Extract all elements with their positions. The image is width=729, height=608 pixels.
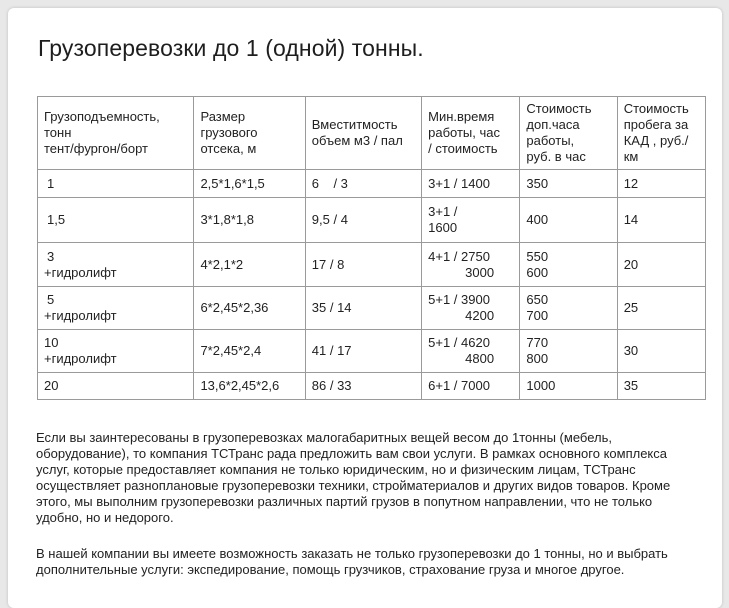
cell-km-cost: 25 [617,287,705,330]
table-row [38,243,706,287]
table-row [38,373,706,400]
cell-extra-hour [520,330,617,373]
cell-text: 10 [44,335,59,350]
cell-volume: 9,5 / 4 [305,198,421,243]
table-row [38,198,706,243]
cell-text: 700 [526,308,549,323]
header-text: пробега за [623,117,689,132]
cell-text: 650 [526,292,549,307]
cell-capacity [38,243,194,287]
header-km-cost [617,97,705,170]
cell-text: 770 [526,335,549,350]
table-row [38,287,706,330]
cell-text: 400 [526,212,549,227]
cell-text: +гидролифт [44,264,117,280]
intro-paragraph: Если вы заинтересованы в грузоперевозках малогабаритных вещей весом до 1тонны (мебель, оборудование), то компания ТСТранс рада предложить вам свои услуги. В рамках основного комплекса услуг, которые предоставляет компания не только юридическим, но и физическим лицам, ТСТранс осуществляет разноплановые грузоперевозки техники, стройматериалов и других видов товаров. Кроме этого, мы выполним грузоперевозки различных партий грузов в попутном направлении, что не только удобно, но и недорого. [36,430,671,525]
cell-text: 1000 [526,378,556,393]
cell-extra-hour [520,170,617,198]
cell-volume: 41 / 17 [305,330,421,373]
cell-volume: 17 / 8 [305,243,421,287]
cell-text: 4200 [465,308,495,323]
header-text: Стоимость [623,101,689,116]
cell-text: 1 [47,175,55,191]
table-header-row [38,97,706,170]
cell-text: 800 [526,351,549,366]
header-text: объем м3 / пал [311,133,403,148]
page-title: Грузоперевозки до 1 (одной) тонны. [38,35,424,61]
header-text: Стоимость [526,101,592,116]
cell-capacity [38,287,194,330]
cell-size: 2,5*1,6*1,5 [194,170,305,198]
header-min-time [422,97,520,170]
cell-text: 350 [526,175,549,191]
cell-text: 5+1 / 4620 [428,335,490,350]
cell-text: 3+1 / [428,204,458,219]
header-volume [305,97,421,170]
header-text: Размер [200,109,246,124]
cell-text: 5+1 / 3900 [428,292,490,307]
cell-extra-hour [520,243,617,287]
header-text: КАД , руб./км [623,133,689,164]
cell-volume: 6 / 3 [305,170,421,198]
cell-text: 600 [526,264,549,280]
cell-text: 550 [526,248,549,264]
cell-text: +гидролифт [44,351,117,366]
cell-extra-hour [520,198,617,243]
cell-km-cost: 30 [617,330,705,373]
header-text: отсека, м [200,141,257,156]
cell-km-cost: 20 [617,243,705,287]
header-text: Мин.время [428,109,495,124]
header-text: работы, час [428,125,500,140]
header-text: грузового [200,125,258,140]
cell-volume: 35 / 14 [305,287,421,330]
cell-min-time [422,243,520,287]
header-text: руб. в час [526,149,586,164]
header-text: доп.часа [526,117,580,132]
cell-text: 4800 [465,351,495,366]
cell-text: 1600 [428,220,458,235]
header-text: тент/фургон/борт [44,141,148,156]
header-text: работы, [526,133,575,148]
cell-capacity [38,330,194,373]
table-row [38,330,706,373]
header-extra-hour [520,97,617,170]
header-capacity [38,97,194,170]
header-text: Грузоподъемность, [44,109,160,124]
header-size [194,97,305,170]
cell-capacity [38,198,194,243]
cell-capacity [38,373,194,400]
cell-capacity [38,170,194,198]
header-text: / стоимость [428,141,498,156]
header-text: Вместитмость [311,117,398,132]
cell-text: 3000 [465,264,495,280]
cell-km-cost: 12 [617,170,705,198]
cell-km-cost: 14 [617,198,705,243]
cell-extra-hour [520,287,617,330]
cell-volume: 86 / 33 [305,373,421,400]
cell-size: 4*2,1*2 [194,243,305,287]
cell-min-time [422,287,520,330]
cell-min-time [422,198,520,243]
cell-size: 3*1,8*1,8 [194,198,305,243]
cell-text: 5 [47,292,55,307]
cell-text: 20 [44,378,59,393]
cell-text: +гидролифт [44,308,117,323]
rates-table [37,96,706,400]
cell-text: 3 [47,248,55,264]
cell-text: 4+1 / 2750 [428,248,490,264]
cell-size: 6*2,45*2,36 [194,287,305,330]
cell-text: 3+1 / 1400 [428,175,490,191]
cell-text: 1,5 [47,212,66,227]
cell-min-time [422,330,520,373]
header-text: тонн [44,125,72,140]
content-card [8,8,722,608]
cell-min-time [422,170,520,198]
cell-text: 6+1 / 7000 [428,378,490,393]
cell-km-cost: 35 [617,373,705,400]
table-row [38,170,706,198]
services-paragraph: В нашей компании вы имеете возможность заказать не только грузоперевозки до 1 тонны, но и выбрать дополнительные услуги: экспедирование, помощь грузчиков, страхование груза и многое другое. [36,546,668,577]
cell-extra-hour [520,373,617,400]
cell-size: 13,6*2,45*2,6 [194,373,305,400]
cell-min-time [422,373,520,400]
cell-size: 7*2,45*2,4 [194,330,305,373]
